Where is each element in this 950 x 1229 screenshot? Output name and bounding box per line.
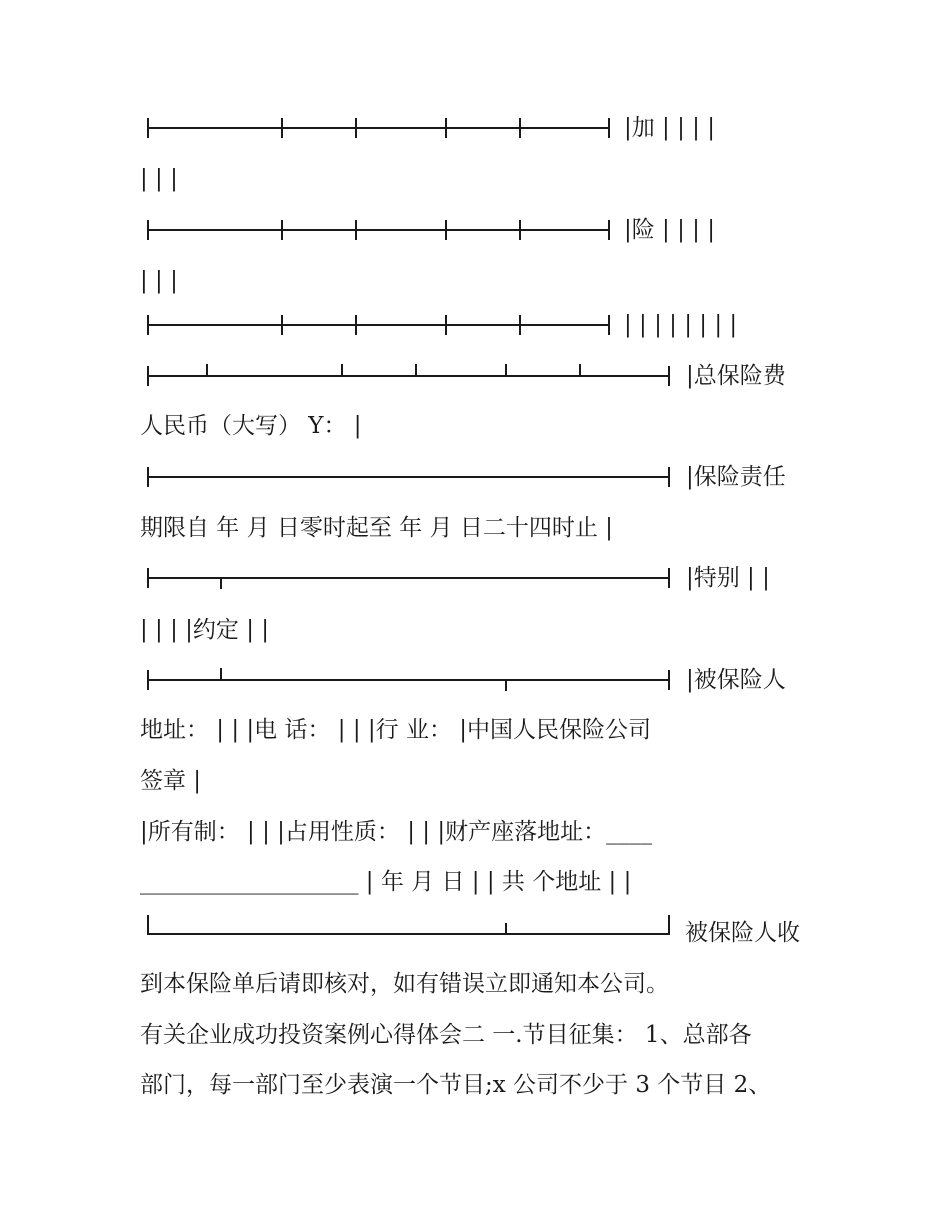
table-border-row-17 [147,913,672,953]
table-border-row-8 [147,457,672,497]
table-border-row-12 [147,660,672,700]
seal-text: 签章 | [140,768,202,794]
essay-line-1: 有关企业成功投资案例心得体会二 一.节目征集： 1、总部各 [140,1022,752,1048]
table-border-row-10 [147,558,672,598]
essay-line-2: 部门，每一部门至少表演一个节目;x 公司不少于 3 个节目 2、 [140,1072,772,1098]
agreement-text: | | | |约定 | | [140,617,270,643]
special-label: |特别 | | [686,565,770,591]
row-4-text: | | | [140,268,178,294]
row-1-label: |加 | | | | [624,115,715,141]
period-text: 期限自 年 月 日零时起至 年 月 日二十四时止 | [140,515,613,541]
table-border-row-5 [147,305,612,345]
verify-notice-text: 到本保险单后请即核对，如有错误立即通知本公司。 [140,971,669,997]
insurance-liability-label: |保险责任 [686,464,786,490]
table-border-row-1 [147,108,612,148]
row-2-text: | | | [140,166,178,192]
address-phone-industry-text: 地址： | | |电 话： | | |行 业： |中国人民保险公司 [140,717,652,743]
total-premium-label: |总保险费 [686,363,786,389]
insured-receipt-label: 被保险人收 [685,920,800,946]
ownership-text: |所有制： | | |占用性质： | | |财产座落地址：____ [140,819,653,845]
row-3-label: |险 | | | | [624,217,715,243]
rmb-amount-text: 人民币（大写） Y： | [140,413,362,439]
table-border-row-6 [147,356,672,396]
table-border-row-3 [147,210,612,250]
row-5-bars: | | | | | | | | [624,312,738,338]
date-address-count-text: ___________________ | 年 月 日 | | 共 个地址 | | [140,869,632,895]
insured-label: |被保险人 [686,667,786,693]
